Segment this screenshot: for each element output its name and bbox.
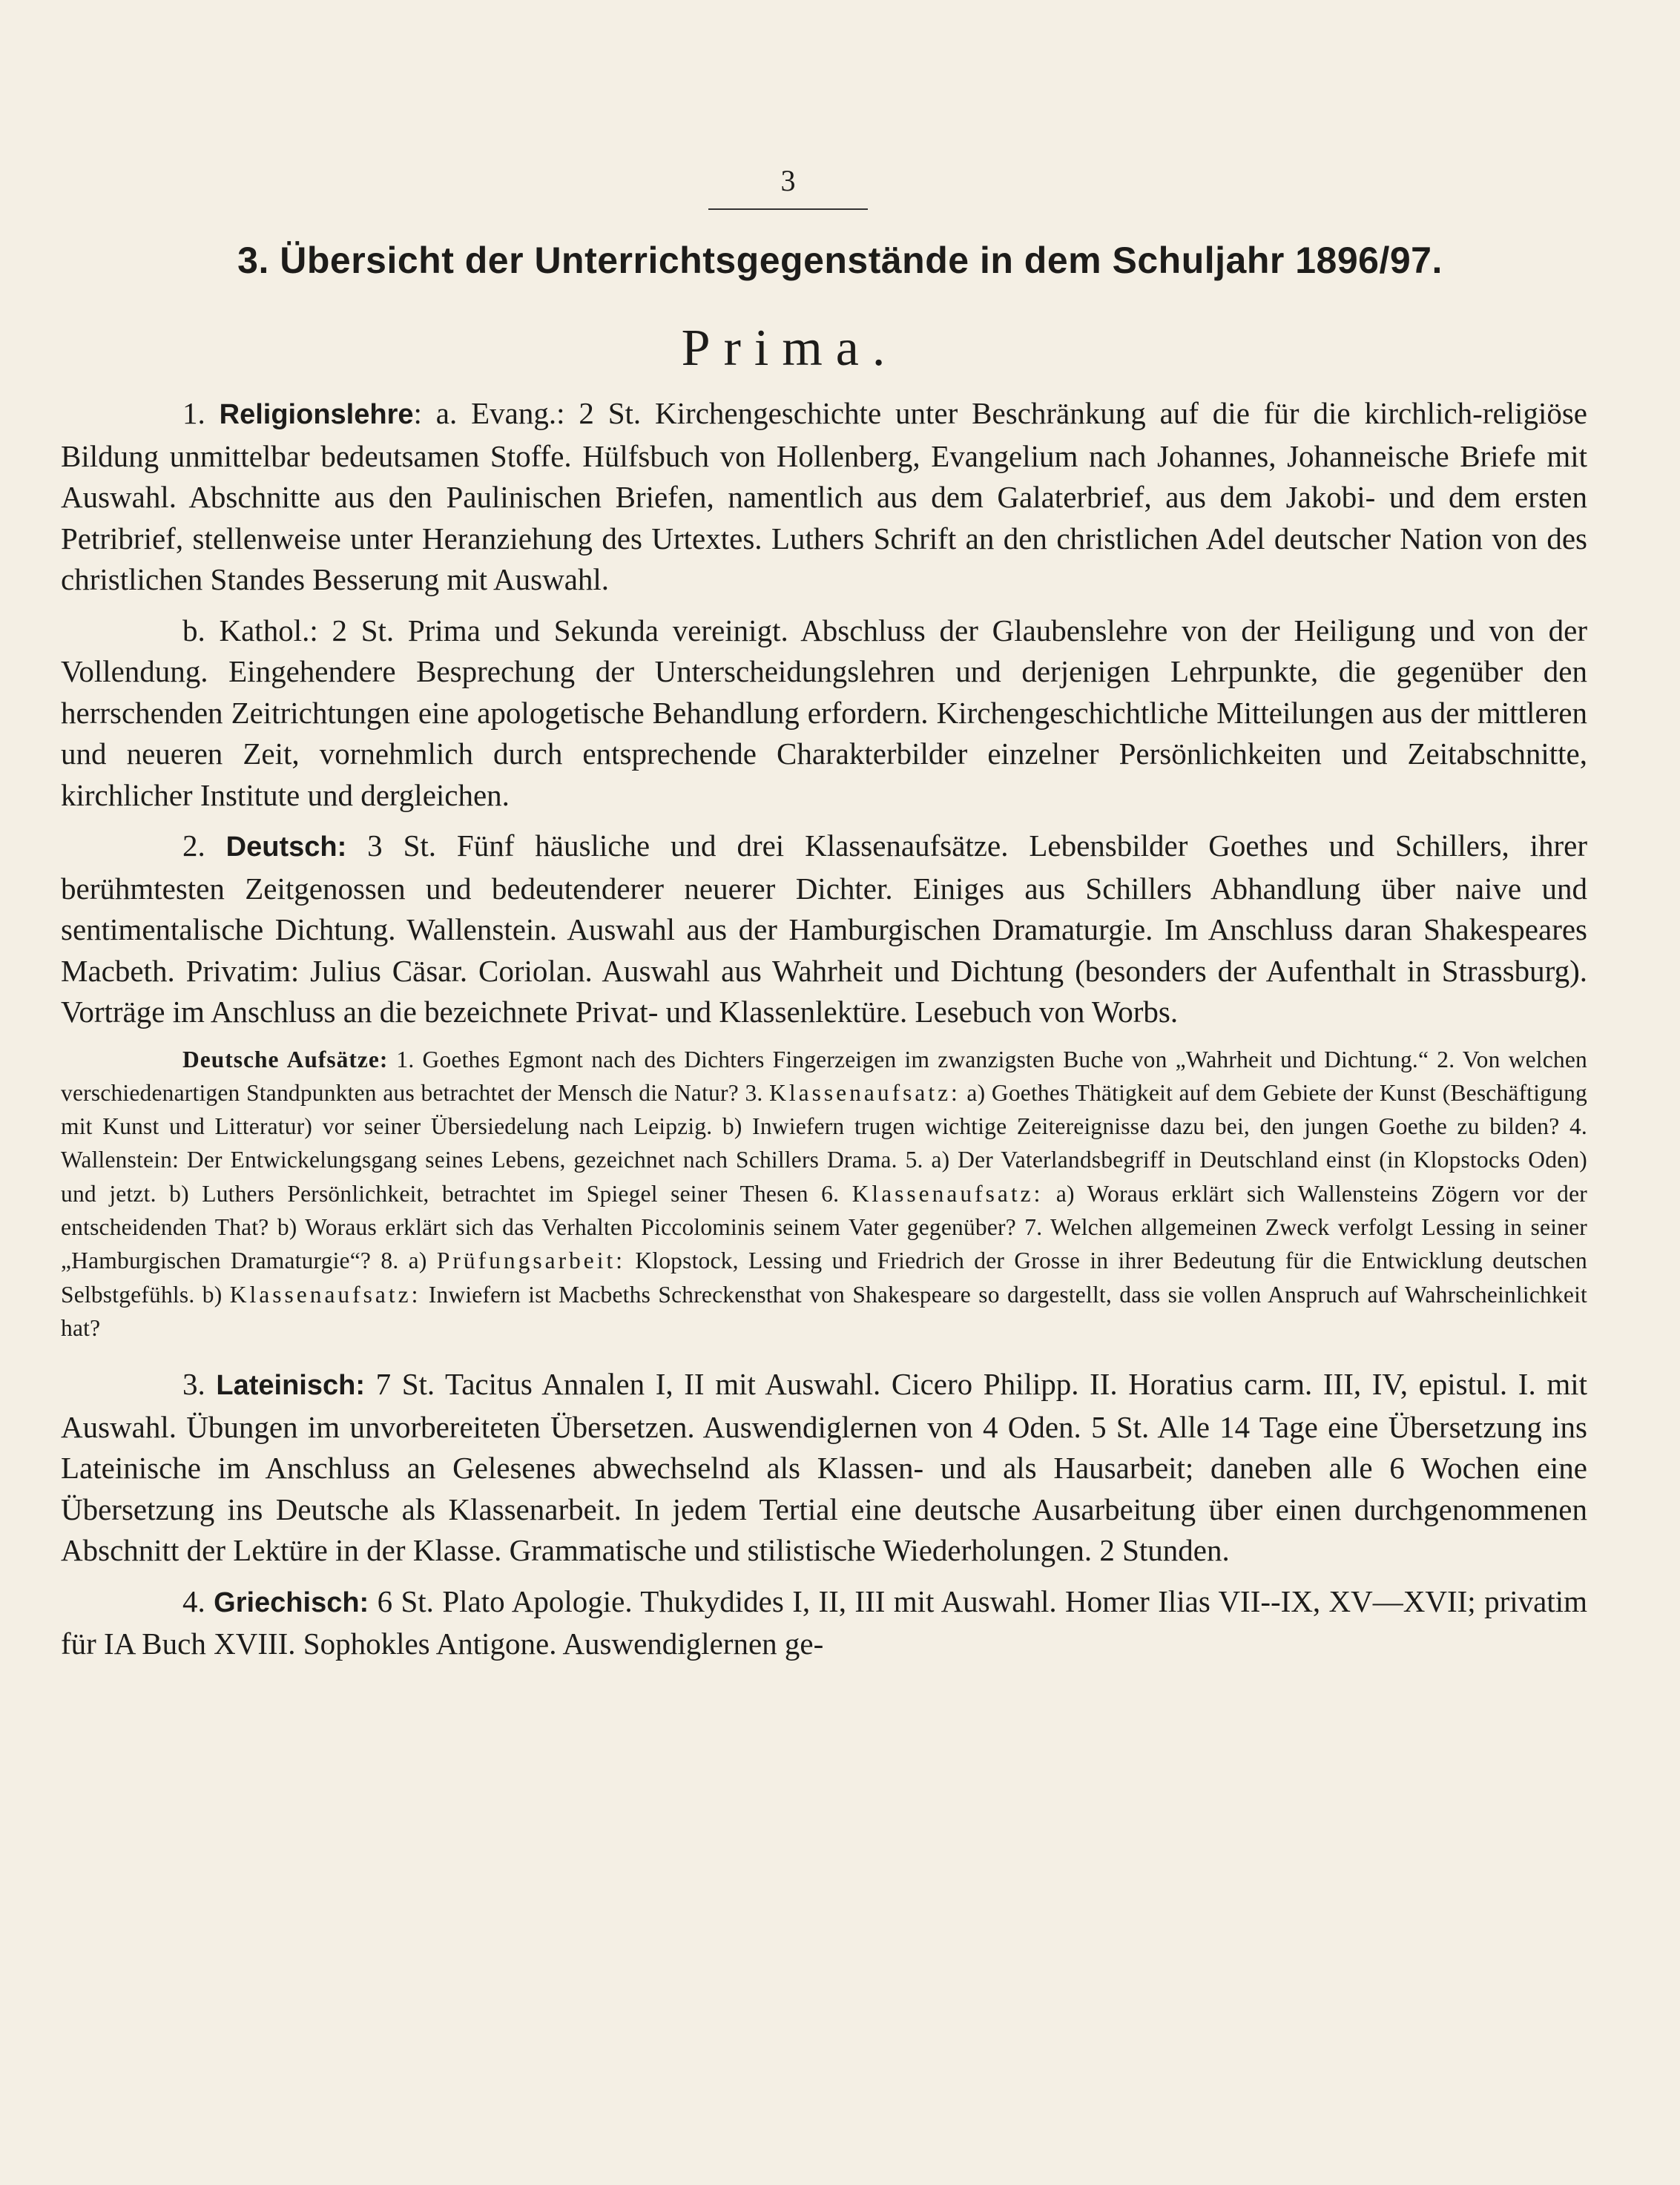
- religion-text-a: : a. Evang.: 2 St. Kirchengeschichte unter Beschränkung auf die für die kirchlich-religiöse Bildung unmittelbar bedeutsamen Stoffe. Hülfsbuch von Hollenberg, Evangelium nach Johannes, Johanneische Briefe mit Auswahl. Abschnitte aus den Paulinischen Briefen, namentlich aus dem Galaterbrief, aus dem Jakobi- und dem ersten Petribrief, stellenweise unter Heranziehung des Urtextes. Luthers Schrift an den christlichen Adel deutscher Nation von des christlichen Standes Besserung mit Auswahl.: [61, 396, 1587, 596]
- paragraph-religion-b: b. Kathol.: 2 St. Prima und Sekunda vereinigt. Abschluss der Glaubenslehre von der Heiligung und von der Vollendung. Eingehendere Besprechung der Unterscheidungslehren und derjenigen Lehrpunkte, die gegenüber den herrschenden Zeitrichtungen eine apologetische Behandlung erfordern. Kirchengeschichtliche Mitteilungen aus der mittleren und neueren Zeit, vornehmlich durch entsprechende Charakterbilder einzelner Persönlichkeiten und Zeitabschnitte, kirchlicher Institute und dergleichen.: [61, 613, 1587, 812]
- section-heading: 3. Übersicht der Unterrichtsgegenstände in dem Schuljahr 1896/97.: [237, 240, 1443, 281]
- document-body: [61, 393, 1587, 1675]
- griechisch-text: 6 St. Plato Apologie. Thukydides I, II, III mit Auswahl. Homer Ilias VII--IX, XV—XVII; privatim für IA Buch XVIII. Sophokles Antigone. Auswendiglernen ge-: [61, 1583, 1587, 1661]
- paragraph-latein: [61, 1364, 1587, 1572]
- item-number: 4.: [182, 1583, 205, 1618]
- pruefungsarbeit-label: Prüfungsarbeit:: [436, 1248, 626, 1274]
- subject-title-latein: Lateinisch:: [216, 1370, 365, 1402]
- class-title: Prima.: [681, 320, 899, 377]
- paragraph-deutsch: [61, 825, 1587, 1033]
- aufsaetze-text-3: a) Woraus erklärt sich Wallensteins Zögern vor der entscheidenden That? b) Woraus erklärt sich das Verhalten Piccolominis seinem Vater gegenüber? 7. Welchen allgemeinen Zweck verfolgt Lessing in seiner „Hamburgischen Dramaturgie“? 8. a): [61, 1180, 1587, 1274]
- paragraph-griechisch: [61, 1581, 1587, 1665]
- klassenaufsatz-label-1: Klassenaufsatz:: [769, 1079, 961, 1106]
- page-number: 3: [708, 163, 868, 210]
- paragraph-religion-a: [61, 393, 1587, 601]
- aufsaetze-text-2: a) Goethes Thätigkeit auf dem Gebiete der Kunst (Beschäftigung mit Kunst und Litteratur) vor seiner Übersiedelung nach Leipzig. b) Inwiefern trugen wichtige Zeitereignisse dazu bei, den jungen Goethe zu bilden? 4. Wallenstein: Der Entwickelungsgang seines Lebens, gezeichnet nach Schillers Drama. 5. a) Der Vaterlandsbegriff in Deutschland einst (in Klopstocks Oden) und jetzt. b) Luthers Persönlichkeit, betrachtet im Spiegel seiner Thesen 6.: [61, 1079, 1587, 1207]
- item-number: 2.: [182, 828, 205, 863]
- aufsaetze-label: Deutsche Aufsätze:: [182, 1046, 389, 1072]
- item-number: 1.: [182, 396, 205, 430]
- subject-title-deutsch: Deutsch:: [225, 831, 347, 863]
- latein-text: 7 St. Tacitus Annalen I, II mit Auswahl. Cicero Philipp. II. Horatius carm. III, IV, epistul. I. mit Auswahl. Übungen im unvorbereiteten Übersetzen. Auswendiglernen von 4 Oden. 5 St. Alle 14 Tage eine Übersetzung ins Lateinische im Anschluss an Gelesenes abwechselnd als Klassen- und als Hausarbeit; daneben alle 6 Wochen eine Übersetzung ins Deutsche als Klassenarbeit. In jedem Tertial eine deutsche Ausarbeitung über einen durchgenommenen Abschnitt der Lektüre in der Klasse. Grammatische und stilistische Wiederholungen. 2 Stunden.: [61, 1367, 1587, 1568]
- aufsaetze-text-4: Klopstock, Lessing und Friedrich der Grosse in ihrer Bedeutung für die Entwicklung deutschen Selbstgefühls. b): [61, 1248, 1587, 1308]
- subject-title-griechisch: Griechisch:: [214, 1586, 369, 1618]
- item-number: 3.: [182, 1367, 205, 1402]
- klassenaufsatz-label-2: Klassenaufsatz:: [851, 1180, 1044, 1207]
- aufsaetze-text-1: 1. Goethes Egmont nach des Dichters Fingerzeigen im zwanzigsten Buche von „Wahrheit und Dichtung.“ 2. Von welchen verschiedenartigen Standpunkten aus betrachtet der Mensch die Natur? 3.: [61, 1046, 1587, 1106]
- paragraph-deutsche-aufsaetze: [61, 1043, 1587, 1345]
- deutsch-text: 3 St. Fünf häusliche und drei Klassenaufsätze. Lebensbilder Goethes und Schillers, ihrer berühmtesten Zeitgenossen und bedeutenderer neuerer Dichter. Einiges aus Schillers Abhandlung über naive und sentimentalische Dichtung. Wallenstein. Auswahl aus der Hamburgischen Dramaturgie. Im Anschluss daran Shakespeares Macbeth. Privatim: Julius Cäsar. Coriolan. Auswahl aus Wahrheit und Dichtung (besonders der Aufenthalt in Strassburg). Vorträge im Anschluss an die bezeichnete Privat- und Klassenlektüre. Lesebuch von Worbs.: [61, 828, 1588, 1029]
- klassenaufsatz-label-3: Klassenaufsatz:: [229, 1281, 421, 1308]
- subject-title-religion: Religionslehre: [219, 399, 414, 430]
- aufsaetze-text-5: Inwiefern ist Macbeths Schreckensthat von Shakespeare so dargestellt, dass sie vollen Anspruch auf Wahrscheinlichkeit hat?: [61, 1281, 1587, 1341]
